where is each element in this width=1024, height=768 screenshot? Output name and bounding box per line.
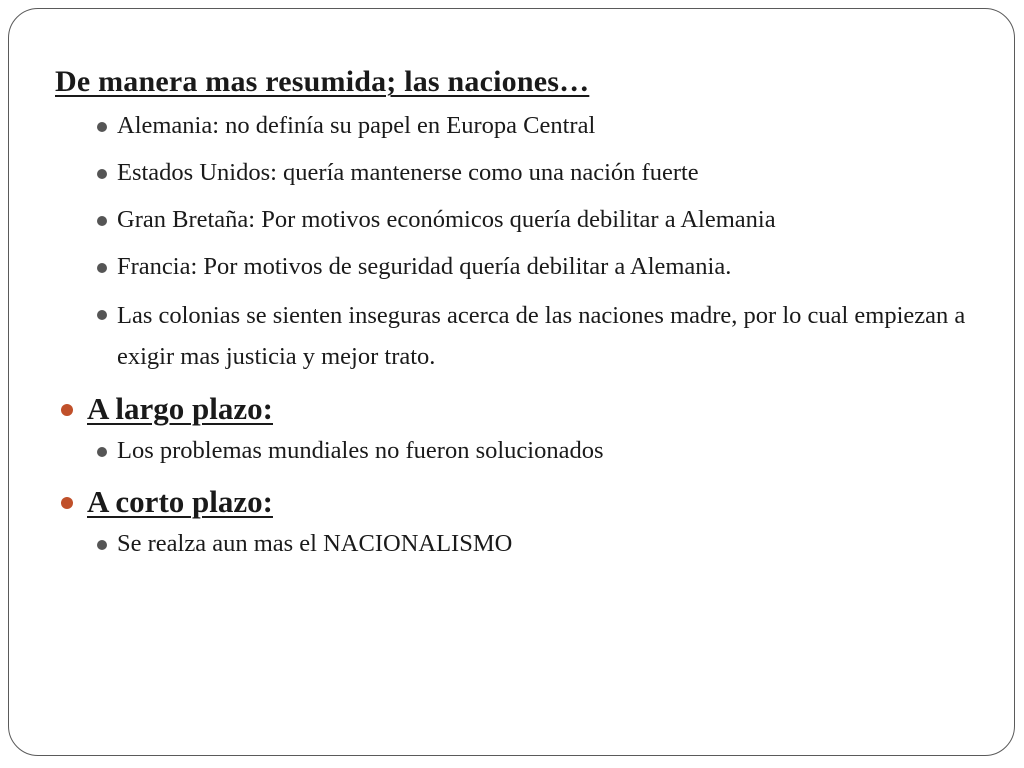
- list-item-text: Alemania: no definía su papel en Europa Central: [117, 112, 596, 139]
- section-title-text: A largo plazo:: [87, 391, 273, 426]
- list-item: [55, 107, 985, 145]
- nations-list: [55, 107, 985, 377]
- main-bullet-icon: [61, 497, 73, 509]
- bullet-dot-icon: [97, 122, 107, 132]
- bullet-dot-icon: [97, 447, 107, 457]
- long-term-list: [55, 432, 985, 470]
- section-title-text: A corto plazo:: [87, 484, 273, 519]
- list-item-text: Los problemas mundiales no fueron solucionados: [117, 437, 604, 464]
- list-item-text: Las colonias se sienten inseguras acerca de las naciones madre, por lo cual empiezan a exigir mas justicia y mejor trato.: [117, 302, 966, 370]
- short-term-list: [55, 525, 985, 563]
- slide-content: [55, 61, 985, 572]
- list-item: [55, 525, 985, 563]
- list-item: [55, 201, 985, 239]
- list-item: [55, 295, 985, 377]
- list-item-text: Gran Bretaña: Por motivos económicos quería debilitar a Alemania: [117, 206, 776, 233]
- list-item-text: Se realza aun mas el NACIONALISMO: [117, 530, 513, 557]
- bullet-dot-icon: [97, 540, 107, 550]
- bullet-dot-icon: [97, 263, 107, 273]
- short-term-title: [55, 479, 985, 525]
- slide-frame: [8, 8, 1015, 756]
- long-term-section: [55, 386, 985, 470]
- list-item: [55, 432, 985, 470]
- short-term-section: [55, 479, 985, 563]
- bullet-dot-icon: [97, 310, 107, 320]
- list-item: [55, 154, 985, 192]
- bullet-dot-icon: [97, 216, 107, 226]
- list-item-text: Francia: Por motivos de seguridad quería debilitar a Alemania.: [117, 253, 732, 280]
- long-term-title: [55, 386, 985, 432]
- main-bullet-icon: [61, 404, 73, 416]
- list-item: [55, 248, 985, 286]
- list-item-text: Estados Unidos: quería mantenerse como una nación fuerte: [117, 159, 699, 186]
- slide-heading: De manera mas resumida; las naciones…: [55, 65, 590, 98]
- bullet-dot-icon: [97, 169, 107, 179]
